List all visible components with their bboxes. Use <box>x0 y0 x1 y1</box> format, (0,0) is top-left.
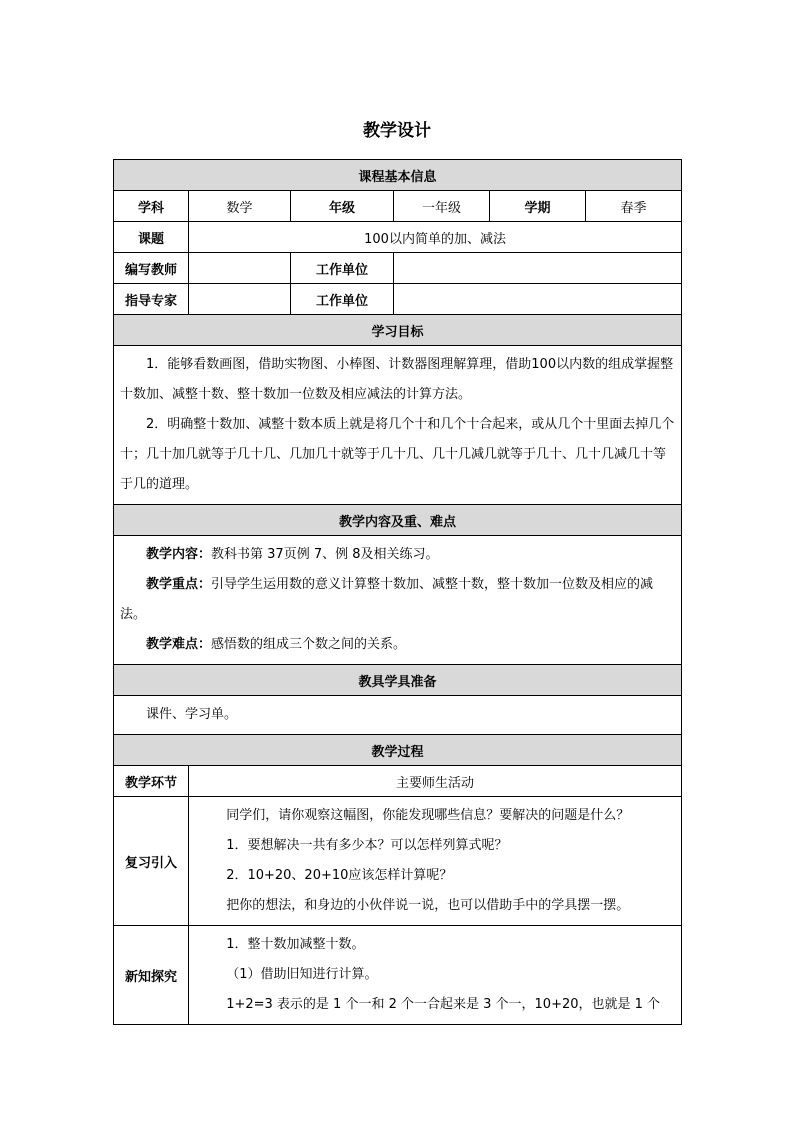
objectives-header: 学习目标 <box>114 315 682 346</box>
page-title: 教学设计 <box>363 121 431 141</box>
grade-value: 一年级 <box>394 191 490 222</box>
step-line: 同学们，请你观察这幅图，你能发现哪些信息？要解决的问题是什么？ <box>226 808 630 823</box>
subject-label: 学科 <box>114 191 189 222</box>
materials-body <box>114 696 682 735</box>
term-label: 学期 <box>490 191 586 222</box>
content-text: 教科书第 37页例 7、例 8及相关练习。 <box>211 547 439 562</box>
content-body <box>114 536 682 665</box>
step-name: 复习引入 <box>114 797 189 926</box>
objective-item: 2．明确整十数加、减整十数本质上就是将几个十和几个十合起来，或从几个十里面去掉几个十；几十加几就等于几十几、几加几十就等于几十几、几十几减几就等于几十、几十几减几十等于几的道理。 <box>120 417 675 492</box>
topic-value: 100以内简单的加、减法 <box>189 222 682 253</box>
key-point-label: 教学重点： <box>146 577 212 592</box>
process-col-stage: 教学环节 <box>114 766 189 797</box>
materials-text: 课件、学习单。 <box>146 707 238 722</box>
unit2-label: 工作单位 <box>291 284 394 315</box>
grade-label: 年级 <box>291 191 394 222</box>
step-activities <box>189 797 682 926</box>
step-line: 1+2=3 表示的是 1 个一和 2 个一合起来是 3 个一，10+20，也就是 1 个 <box>226 997 661 1012</box>
objectives-body <box>114 346 682 505</box>
difficulty-text: 感悟数的组成三个数之间的关系。 <box>211 637 407 652</box>
basic-info-header: 课程基本信息 <box>114 160 682 191</box>
materials-header: 教具学具准备 <box>114 665 682 696</box>
difficulty-label: 教学难点： <box>146 637 212 652</box>
content-header: 教学内容及重、难点 <box>114 505 682 536</box>
step-name: 新知探究 <box>114 926 189 1025</box>
expert-value <box>189 284 291 315</box>
content-label: 教学内容： <box>146 547 212 562</box>
step-line: 把你的想法，和身边的小伙伴说一说，也可以借助手中的学具摆一摆。 <box>226 898 630 913</box>
process-header: 教学过程 <box>114 735 682 766</box>
subject-value: 数学 <box>189 191 291 222</box>
lesson-plan-table <box>113 159 682 1025</box>
step-activities <box>189 926 682 1025</box>
topic-label: 课题 <box>114 222 189 253</box>
unit-label: 工作单位 <box>291 253 394 284</box>
step-line: （1）借助旧知进行计算。 <box>226 967 378 982</box>
unit-value <box>394 253 682 284</box>
expert-label: 指导专家 <box>114 284 189 315</box>
objective-item: 1．能够看数画图，借助实物图、小棒图、计数器图理解算理，借助100以内数的组成掌握整十数加、减整十数、整十数加一位数及相应减法的计算方法。 <box>120 357 674 402</box>
unit2-value <box>394 284 682 315</box>
term-value: 春季 <box>586 191 682 222</box>
teacher-label: 编写教师 <box>114 253 189 284</box>
step-line: 1．整十数加减整十数。 <box>226 937 365 952</box>
step-line: 1．要想解决一共有多少本？可以怎样列算式呢？ <box>226 838 508 853</box>
process-col-activity: 主要师生活动 <box>189 766 682 797</box>
teacher-value <box>189 253 291 284</box>
key-point-text: 引导学生运用数的意义计算整十数加、减整十数，整十数加一位数及相应的减法。 <box>120 577 654 622</box>
step-line: 2．10+20、20+10应该怎样计算呢？ <box>226 868 453 883</box>
